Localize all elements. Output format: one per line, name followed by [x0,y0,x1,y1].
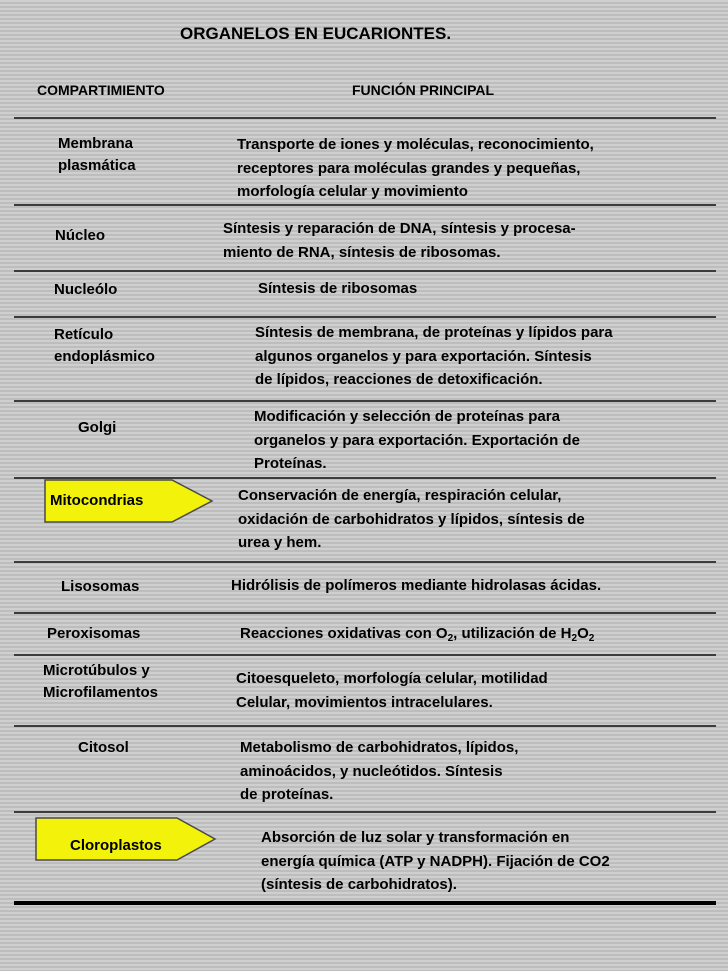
divider-bottom [14,901,716,905]
divider [14,811,716,813]
compartment-name: Lisosomas [61,578,140,595]
divider [14,400,716,402]
compartment-name: Núcleo [55,227,106,244]
compartment-name: Membrana plasmática [58,135,136,174]
divider [14,316,716,318]
page-title: ORGANELOS EN EUCARIONTES. [180,24,452,43]
divider [14,204,716,206]
divider [14,612,716,614]
function-text: Citoesqueleto, morfología celular, motilidad Celular, movimientos intracelulares. [236,670,548,711]
compartment-name: Nucleólo [54,281,118,298]
function-text: Absorción de luz solar y transformación en energía química (ATP y NADPH). Fijación de CO2 (síntesis de carbohidratos). [261,829,610,893]
compartment-name: Golgi [78,419,117,436]
divider [14,725,716,727]
function-text: Transporte de iones y moléculas, reconocimiento, receptores para moléculas grandes y pequeñas, morfología celular y movimiento [237,136,594,200]
compartment-name: Mitocondrias [50,492,144,509]
divider [14,270,716,272]
compartment-name: Microtúbulos y Microfilamentos [43,662,159,701]
column-header-compartment: COMPARTIMIENTO [37,82,165,98]
function-text: Modificación y selección de proteínas para organelos y para exportación. Exportación de Proteínas. [254,408,580,472]
function-text: Metabolismo de carbohidratos, lípidos, aminoácidos, y nucleótidos. Síntesis de proteínas. [240,739,519,803]
compartment-name: Citosol [78,739,129,756]
divider [14,654,716,656]
function-text: Síntesis de membrana, de proteínas y lípidos para algunos organelos y para exportación. Síntesis de lípidos, reacciones de detoxificación. [255,324,613,388]
function-text: Síntesis de ribosomas [258,280,418,297]
function-text: Hidrólisis de polímeros mediante hidrolasas ácidas. [231,577,602,594]
divider [14,117,716,119]
function-text: Síntesis y reparación de DNA, síntesis y procesa- miento de RNA, síntesis de ribosomas. [223,220,576,261]
column-header-function: FUNCIÓN PRINCIPAL [352,82,495,98]
function-text: Conservación de energía, respiración celular, oxidación de carbohidratos y lípidos, síntesis de urea y hem. [238,487,585,551]
compartment-name: Cloroplastos [70,837,162,854]
compartment-name: Peroxisomas [47,625,141,642]
compartment-name: Retículo endoplásmico [54,326,155,365]
function-text: Reacciones oxidativas con $O_2$, utilización de $H_2O_2$ [240,625,595,644]
divider [14,561,716,563]
